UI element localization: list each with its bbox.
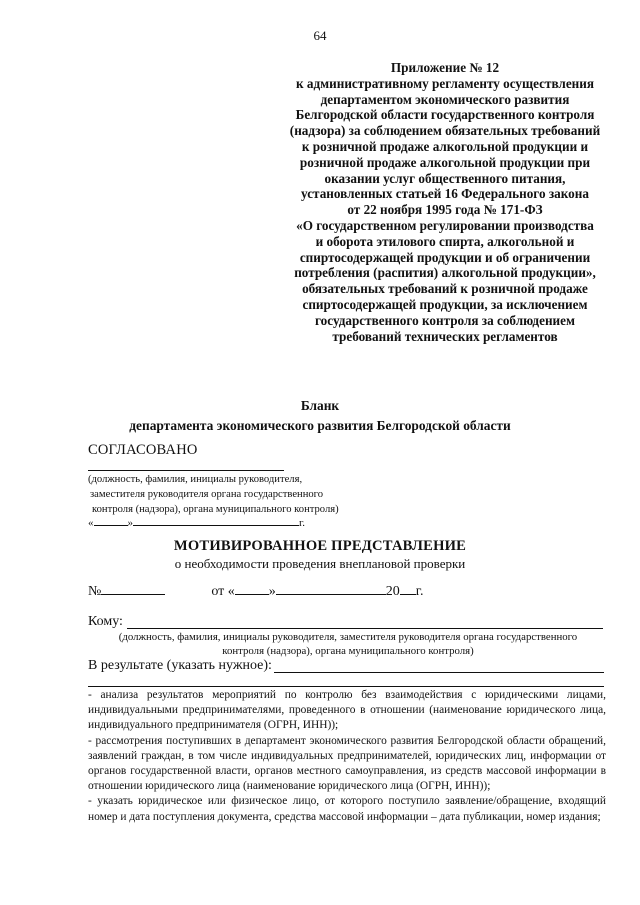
- appendix-line: и оборота этилового спирта, алкогольной и: [315, 233, 575, 249]
- page-number: 64: [313, 28, 327, 43]
- appendix-line: государственного контроля за соблюдением: [315, 312, 575, 328]
- appendix-line: к административному регламенту осуществления: [295, 75, 595, 91]
- appendix-line: спиртосодержащей продукции, за исключением: [302, 296, 588, 312]
- appendix-line: обязательных требований к розничной продаже: [302, 281, 588, 297]
- appendix-line: розничной продаже алкогольной продукции при: [299, 154, 591, 170]
- to-label: Кому:: [88, 614, 123, 629]
- number-date-line: [88, 581, 423, 600]
- blank-heading: [0, 396, 640, 436]
- appendix-line: «О государственном регулировании производства: [296, 217, 594, 233]
- appendix-line: департаментом экономического развития: [320, 91, 570, 107]
- document-subtitle: о необходимости проведения внеплановой проверки: [174, 556, 466, 571]
- month-blank: [276, 581, 386, 595]
- caption-line: контроля (надзора), органа муниципального контроля): [222, 645, 474, 657]
- caption-line: (должность, фамилия, инициалы руководителя,: [88, 474, 303, 485]
- quote-close: »: [127, 517, 133, 529]
- result-items: [88, 688, 606, 825]
- year-suffix: г.: [299, 517, 306, 529]
- list-item: - рассмотрения поступивших в департамент экономического развития Белгородской области обращений, заявлений граждан, в том числе индивидуальных предпринимателей, юридических лиц, информации от органов государственной власти, органов местного самоуправления, из средств массовой информации в отношении юридического лица (наименование юридического лица (ОГРН, ИНН));: [88, 734, 606, 793]
- appendix-line: к розничной продаже алкогольной продукции и: [301, 138, 589, 154]
- number-label: №: [88, 584, 102, 599]
- result-label: В результате (указать нужное):: [88, 658, 272, 673]
- appendix-line: (надзора) за соблюдением обязательных требований: [289, 123, 601, 139]
- year-blank: [400, 581, 416, 595]
- caption-line: (должность, фамилия, инициалы руководителя, заместителя руководителя органа государственного: [118, 631, 578, 643]
- appendix-line: потребления (распития) алкогольной продукции»,: [294, 265, 596, 281]
- appendix-header: [270, 60, 620, 344]
- result-line: [88, 686, 604, 687]
- blank-department: департамента экономического развития Белгородской области: [129, 418, 511, 433]
- appendix-line: спиртосодержащей продукции и об ограничении: [299, 249, 591, 265]
- document-title: МОТИВИРОВАННОЕ ПРЕДСТАВЛЕНИЕ: [173, 538, 467, 554]
- from-label: от «: [211, 584, 235, 599]
- appendix-line: установленных статьей 16 Федерального закона: [301, 186, 589, 202]
- result-line: [274, 672, 604, 673]
- list-item: - анализа результатов мероприятий по контролю без взаимодействия с юридическими лицами, индивидуальными предпринимателями, проведенного в отношении (наименование юридического лица, индивидуального предпринимателя (ОГРН, ИНН));: [88, 689, 606, 732]
- agreed-label: СОГЛАСОВАНО: [88, 442, 198, 458]
- caption-line: заместителя руководителя органа государственного: [90, 489, 324, 500]
- appendix-line: от 22 ноября 1995 года № 171-ФЗ: [347, 202, 543, 218]
- appendix-title: Приложение № 12: [390, 60, 500, 75]
- to-line: [127, 628, 603, 629]
- appendix-line: требований технических регламентов: [332, 328, 558, 344]
- number-blank: [101, 581, 165, 595]
- day-blank: [235, 581, 269, 595]
- signature-caption: [88, 472, 339, 517]
- appendix-line: Белгородской области государственного контроля: [295, 107, 595, 123]
- quote-close: »: [268, 584, 276, 599]
- year-suffix: г.: [415, 584, 424, 599]
- year-prefix: 20: [385, 584, 400, 599]
- appendix-line: оказании услуг общественного питания,: [324, 170, 566, 186]
- caption-line: контроля (надзора), органа муниципального контроля): [92, 504, 339, 515]
- list-item: - указать юридическое или физическое лицо, от которого поступило заявление/обращение, входящий номер и дата поступления документа, средства массовой информации – дата публикации, номер издания;: [88, 795, 606, 823]
- agreed-date-line: [88, 514, 305, 529]
- to-caption: [88, 630, 608, 658]
- month-year-blank: [133, 514, 299, 526]
- blank-label: Бланк: [300, 398, 340, 413]
- quote-open: «: [88, 517, 94, 529]
- signature-line: [88, 470, 284, 471]
- day-blank: [94, 514, 128, 526]
